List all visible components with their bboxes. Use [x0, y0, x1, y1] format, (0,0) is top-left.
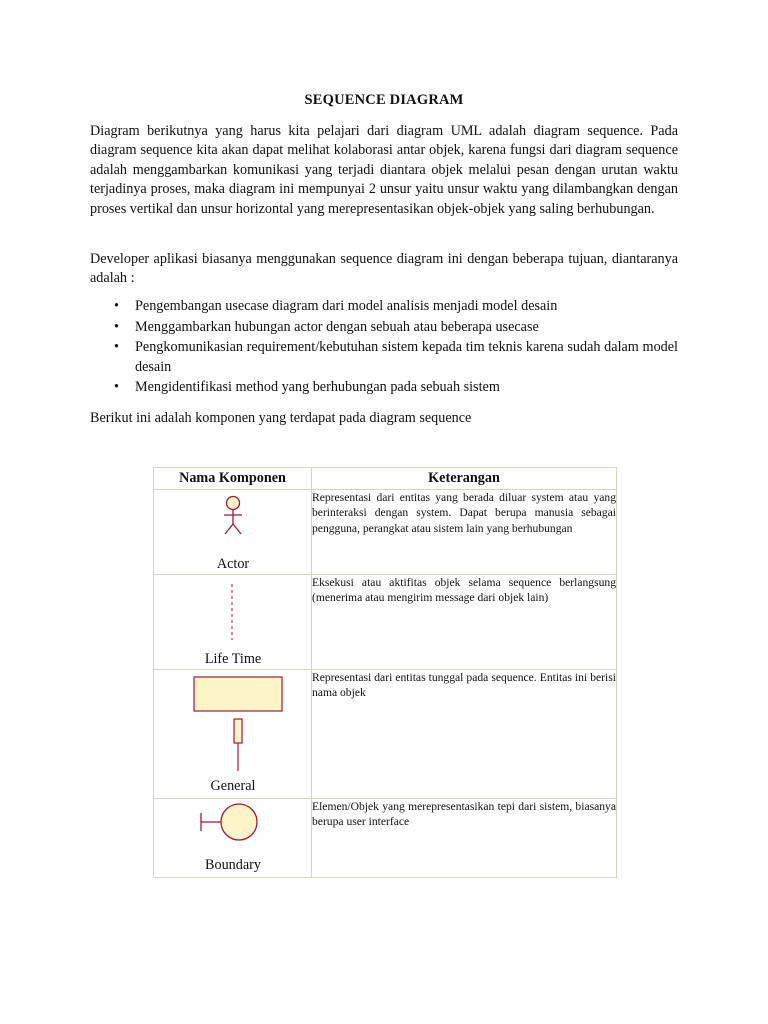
table-row — [154, 575, 617, 670]
component-description: Eksekusi atau aktifitas objek selama sequence berlangsung (menerima atau mengirim message dari objek lain) — [312, 575, 617, 670]
component-cell — [154, 799, 312, 878]
bullet-icon: • — [114, 339, 119, 356]
table-row — [154, 799, 617, 878]
header-keterangan: Keterangan — [312, 468, 617, 490]
bullet-icon: • — [114, 298, 119, 314]
component-name: Boundary — [205, 857, 261, 873]
components-table — [153, 467, 617, 878]
list-item: • Pengkomunikasian requirement/kebutuhan sistem kepada tim teknis karena sudah dalam model desain — [114, 339, 678, 375]
component-cell — [154, 490, 312, 575]
table-row — [154, 490, 617, 575]
header-nama-komponen: Nama Komponen — [154, 468, 312, 490]
list-item: • Menggambarkan hubungan actor dengan sebuah atau beberapa usecase — [90, 318, 678, 337]
component-description: Representasi dari entitas yang berada diluar system atau yang berinteraksi dengan system. Dapat berupa manusia sebagai pengguna, perangkat atau sistem lain yang berhubungan — [312, 490, 617, 575]
list-item: • Pengembangan usecase diagram dari model analisis menjadi model desain — [90, 297, 678, 316]
component-description: Representasi dari entitas tunggal pada sequence. Entitas ini berisi nama objek — [312, 670, 617, 799]
bullet-icon: • — [114, 318, 119, 335]
component-description: Elemen/Objek yang merepresentasikan tepi dari sistem, biasanya berupa user interface — [312, 799, 617, 878]
component-cell — [154, 575, 312, 670]
list-item: • Mengidentifikasi method yang berhubungan pada sebuah sistem — [90, 378, 678, 397]
component-name: Actor — [216, 556, 250, 572]
component-name: General — [210, 778, 256, 794]
purpose-list — [90, 297, 678, 399]
purpose-paragraph: Developer aplikasi biasanya menggunakan sequence diagram ini dengan beberapa tujuan, diantaranya adalah : — [90, 251, 678, 287]
table-row — [154, 670, 617, 799]
table-header-row — [154, 468, 617, 490]
bullet-icon: • — [114, 379, 119, 396]
component-cell — [154, 670, 312, 799]
intro-paragraph: Diagram berikutnya yang harus kita pelajari dari diagram UML adalah diagram sequence. Pada diagram sequence kita akan dapat melihat kolaborasi antar objek, karena fungsi dari diagram sequence adalah menggambarkan komunikasi yang terjadi diantara objek melalui pesan dengan urutan waktu terjadinya proses, maka diagram ini mempunyai 2 unsur yaitu unsur waktu yang dilambangkan dengan proses vertikal dan unsur horizontal yang merepresentasikan objek-objek yang saling berhubungan. — [90, 123, 678, 217]
components-intro-paragraph: Berikut ini adalah komponen yang terdapat pada diagram sequence — [90, 410, 472, 426]
component-name: Life Time — [204, 651, 262, 667]
page-title: SEQUENCE DIAGRAM — [304, 92, 464, 108]
